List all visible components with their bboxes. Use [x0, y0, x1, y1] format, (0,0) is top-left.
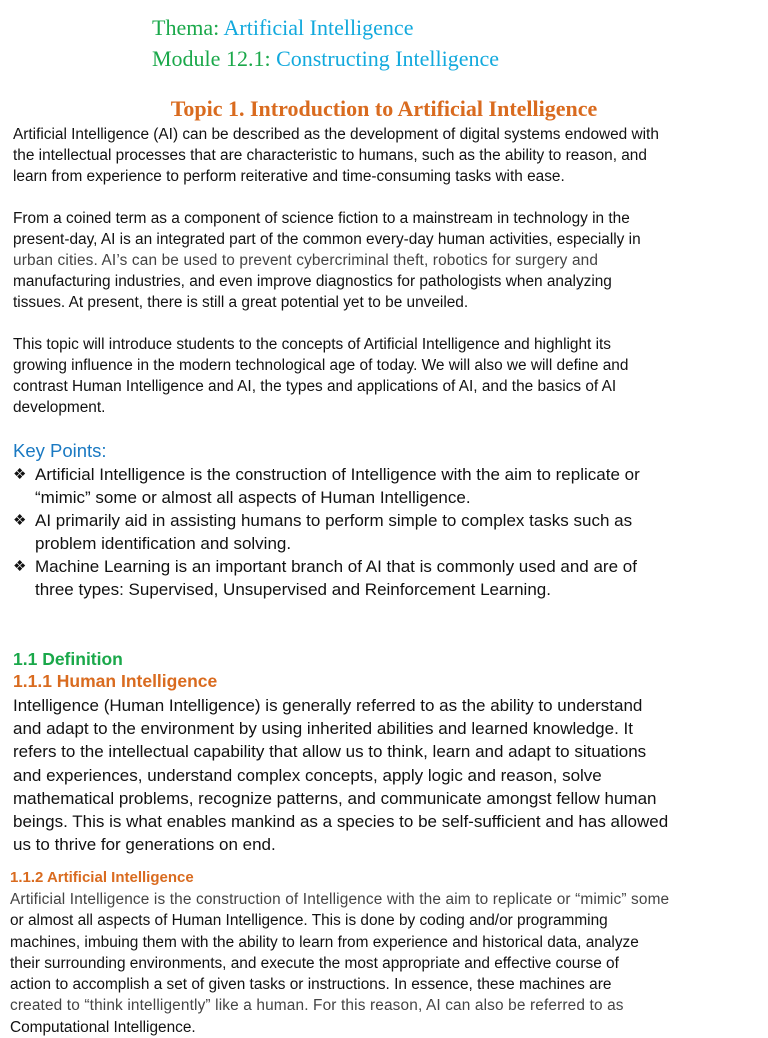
text-line: Artificial Intelligence is the construction of Intelligence with the aim to replicate or — [35, 465, 640, 484]
text-line: “mimic” some or almost all aspects of Human Intelligence. — [35, 488, 471, 507]
text-line: Artificial Intelligence (AI) can be described as the development of digital systems endowed with — [13, 126, 659, 143]
text-line: learn from experience to perform reiterative and time-consuming tasks with ease. — [13, 168, 565, 185]
text-line: growing influence in the modern technological age of today. We will also we will define and — [13, 357, 629, 374]
topic-title: Topic 1. Introduction to Artificial Intelligence — [170, 96, 598, 121]
key-point-item — [13, 509, 763, 555]
thema-value: Artificial Intelligence — [223, 15, 414, 40]
diamond-bullet-icon: ❖ — [13, 558, 27, 575]
module-value: Constructing Intelligence — [276, 46, 500, 71]
text-line: refers to the intellectual capability that allow us to think, learn and adapt to situations — [13, 742, 647, 762]
thema-label: Thema: — [152, 15, 220, 40]
section-heading-definition: 1.1 Definition — [13, 649, 123, 669]
text-line: This topic will introduce students to the concepts of Artificial Intelligence and highlight its — [13, 336, 611, 353]
text-line: contrast Human Intelligence and AI, the types and applications of AI, and the basics of AI — [13, 378, 617, 395]
text-line: us to thrive for generations on end. — [13, 835, 276, 855]
subsection-heading-artificial-intelligence: 1.1.2 Artificial Intelligence — [10, 869, 194, 886]
text-line: the intellectual processes that are characteristic to humans, such as the ability to reason, and — [13, 147, 647, 164]
text-line: their surrounding environments, and execute the most appropriate and effective course of — [10, 954, 619, 972]
diamond-bullet-icon: ❖ — [13, 466, 27, 483]
text-line: Artificial Intelligence is the construction of Intelligence with the aim to replicate or “mimic” some — [10, 891, 670, 908]
intro-paragraph-3 — [13, 334, 761, 418]
text-line: Intelligence (Human Intelligence) is generally referred to as the ability to understand — [13, 696, 643, 715]
module-label: Module 12.1: — [152, 46, 271, 71]
text-line: development. — [13, 399, 106, 416]
intro-paragraph-2 — [13, 208, 761, 313]
text-line: mathematical problems, recognize patterns, and communicate amongst fellow human — [13, 788, 657, 808]
key-points-list — [13, 463, 763, 601]
text-line: AI primarily aid in assisting humans to perform simple to complex tasks such as — [35, 511, 633, 530]
text-line: machines, imbuing them with the ability to learn from experience and historical data, analyze — [10, 933, 639, 951]
text-line: Machine Learning is an important branch of AI that is commonly used and are of — [35, 557, 637, 576]
text-line: manufacturing industries, and even improve diagnostics for pathologists when analyzing — [13, 273, 612, 290]
diamond-bullet-icon: ❖ — [13, 512, 27, 529]
key-point-item — [13, 555, 763, 601]
text-line: three types: Supervised, Unsupervised and Reinforcement Learning. — [35, 580, 551, 599]
text-line: tissues. At present, there is still a great potential yet to be unveiled. — [13, 294, 469, 311]
text-line: Computational Intelligence. — [10, 1018, 196, 1036]
text-line: From a coined term as a component of science fiction to a mainstream in technology in the — [13, 210, 630, 227]
key-point-item — [13, 463, 763, 509]
text-line: and adapt to the environment by using inherited abilities and learned knowledge. It — [13, 719, 633, 739]
text-line: problem identification and solving. — [35, 534, 292, 553]
artificial-intelligence-paragraph — [10, 889, 762, 1038]
intro-paragraph-1 — [13, 124, 761, 187]
module-line — [152, 46, 499, 72]
text-line: present-day, AI is an integrated part of the common every-day human activities, especially in — [13, 231, 641, 248]
text-line: action to accomplish a set of given tasks or instructions. In essence, these machines are — [10, 976, 612, 994]
text-line: or almost all aspects of Human Intelligence. This is done by coding and/or programming — [10, 912, 608, 930]
text-line: urban cities. AI’s can be used to prevent cybercriminal theft, robotics for surgery and — [13, 252, 599, 269]
text-line: and experiences, understand complex concepts, apply logic and reason, solve — [13, 765, 602, 785]
text-line: created to “think intelligently” like a human. For this reason, AI can also be referred to as — [10, 997, 624, 1015]
thema-line — [152, 15, 413, 41]
subsection-heading-human-intelligence: 1.1.1 Human Intelligence — [13, 671, 218, 691]
human-intelligence-paragraph — [13, 694, 763, 856]
text-line: beings. This is what enables mankind as a species to be self-sufficient and has allowed — [13, 812, 669, 832]
key-points-heading: Key Points: — [13, 440, 107, 461]
